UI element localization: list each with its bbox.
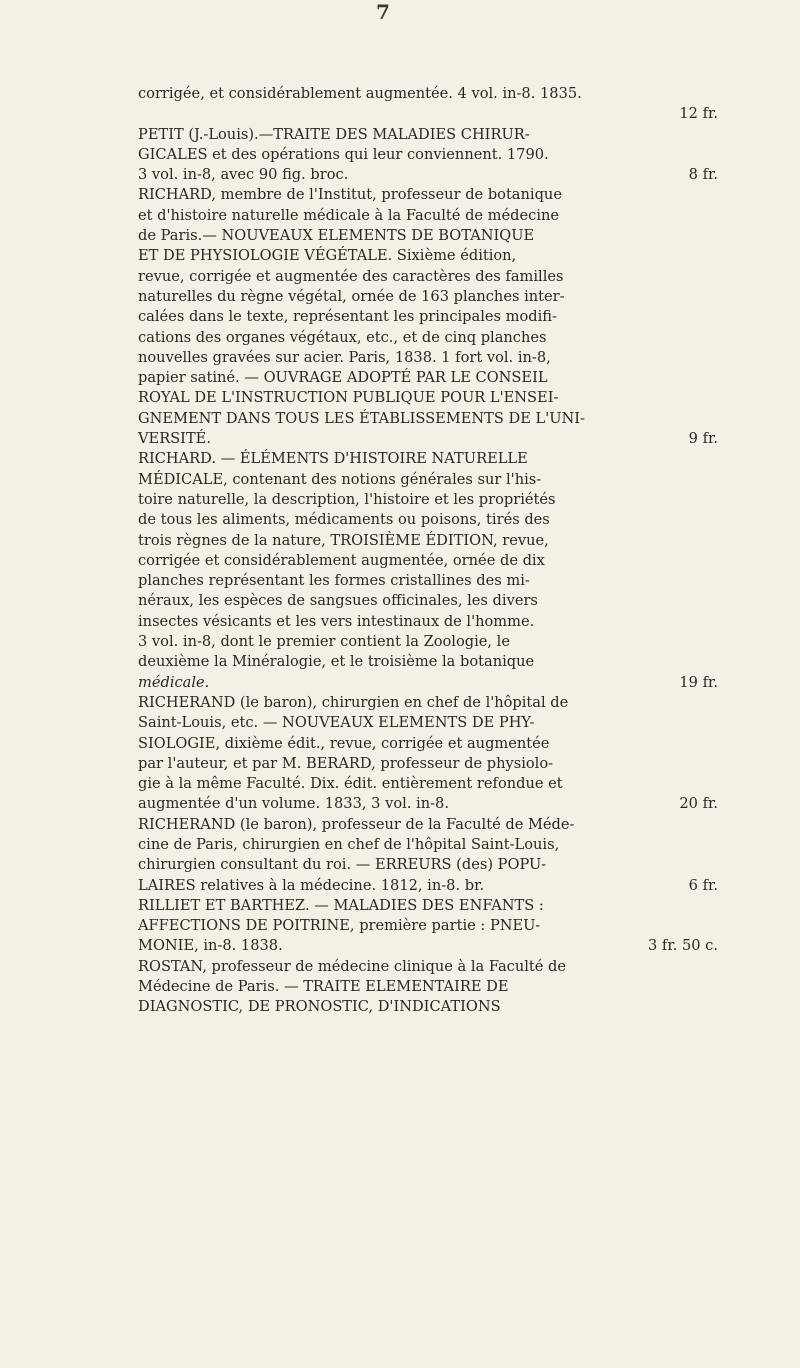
entry-price: 6 fr. <box>688 876 718 894</box>
entry-line: LAIRES relatives à la médecine. 1812, in-8. br. <box>138 876 485 894</box>
entry-price: 9 fr. <box>688 430 718 448</box>
catalogue-entry-continuation <box>138 84 718 125</box>
entry-line: cations des organes végétaux, etc., et de cinq planches <box>138 328 547 346</box>
entry-line: médicale. <box>138 673 210 691</box>
catalogue-entry-rilliet-barthez <box>138 896 718 957</box>
entry-line: RICHERAND (le baron), professeur de la Faculté de Méde- <box>138 815 575 833</box>
entry-line: Saint-Louis, etc. — NOUVEAUX ELEMENTS DE PHY- <box>138 714 535 732</box>
catalogue-entry-richerand-erreurs <box>138 815 718 896</box>
entry-price: 8 fr. <box>688 166 718 184</box>
entry-line: et d'histoire naturelle médicale à la Faculté de médecine <box>138 206 560 224</box>
entry-line: RILLIET ET BARTHEZ. — MALADIES DES ENFANTS : <box>138 896 544 914</box>
entry-line: Médecine de Paris. — TRAITE ELEMENTAIRE DE <box>138 978 509 996</box>
entry-line: insectes vésicants et les vers intestinaux de l'homme. <box>138 612 535 630</box>
catalogue-entry-richard-botanique <box>138 185 718 449</box>
entry-line: corrigée, et considérablement augmentée. 4 vol. in-8. 1835. <box>138 85 582 102</box>
entry-line: par l'auteur, et par M. BERARD, professeur de physiolo- <box>138 754 554 772</box>
entry-price: 20 fr. <box>679 795 718 813</box>
catalogue-entry-richard-histoire <box>138 449 718 693</box>
entry-line: chirurgien consultant du roi. — ERREURS (des) POPU- <box>138 856 546 874</box>
entry-line: RICHARD, membre de l'Institut, professeur de botanique <box>138 186 562 204</box>
entry-line: corrigée et considérablement augmentée, ornée de dix <box>138 551 545 569</box>
entry-line: DIAGNOSTIC, DE PRONOSTIC, D'INDICATIONS <box>138 998 501 1016</box>
catalogue-entry-rostan <box>138 957 718 1018</box>
entry-line: gie à la même Faculté. Dix. édit. entièrement refondue et <box>138 775 563 793</box>
entry-price: 3 fr. 50 c. <box>648 937 718 955</box>
entry-line: 3 vol. in-8, dont le premier contient la Zoologie, le <box>138 633 510 651</box>
entry-line: ROYAL DE L'INSTRUCTION PUBLIQUE POUR L'ENSEI- <box>138 389 559 407</box>
entry-line: GICALES et des opérations qui leur conviennent. 1790. <box>138 145 549 163</box>
entry-line: AFFECTIONS DE POITRINE, première partie : PNEU- <box>138 917 541 935</box>
entry-line: MÉDICALE, contenant des notions générales sur l'his- <box>138 470 542 488</box>
catalogue-entry-richerand-physiologie <box>138 693 718 815</box>
entry-line: revue, corrigée et augmentée des caractères des familles <box>138 267 564 285</box>
entry-line: RICHERAND (le baron), chirurgien en chef de l'hôpital de <box>138 693 569 711</box>
entry-line: calées dans le texte, représentant les principales modifi- <box>138 308 557 326</box>
entry-line: naturelles du règne végétal, ornée de 163 planches inter- <box>138 287 565 305</box>
entry-line: toire naturelle, la description, l'histoire et les propriétés <box>138 490 556 508</box>
entry-line: trois règnes de la nature, TROISIÈME ÉDITION, revue, <box>138 531 549 549</box>
entry-line: cine de Paris, chirurgien en chef de l'hôpital Saint-Louis, <box>138 835 560 853</box>
entry-line: de tous les aliments, médicaments ou poisons, tirés des <box>138 511 550 529</box>
entry-line: MONIE, in-8. 1838. <box>138 937 283 955</box>
entry-line: SIOLOGIE, dixième édit., revue, corrigée et augmentée <box>138 734 550 752</box>
entry-line: de Paris.— NOUVEAUX ELEMENTS DE BOTANIQUE <box>138 227 535 245</box>
entry-line: planches représentant les formes cristallines des mi- <box>138 572 530 590</box>
entry-line: PETIT (J.-Louis).—TRAITE DES MALADIES CHIRUR- <box>138 125 530 143</box>
catalogue-entry-petit <box>138 125 718 186</box>
entry-line: RICHARD. — ÉLÉMENTS D'HISTOIRE NATURELLE <box>138 450 528 468</box>
entry-line: nouvelles gravées sur acier. Paris, 1838. 1 fort vol. in-8, <box>138 348 551 366</box>
entry-line: deuxième la Minéralogie, et le troisième la botanique <box>138 653 535 671</box>
page-number: 7 <box>376 0 390 24</box>
entry-line: augmentée d'un volume. 1833, 3 vol. in-8. <box>138 795 449 813</box>
entry-line: néraux, les espèces de sangsues officinales, les divers <box>138 592 538 610</box>
entry-price: 19 fr. <box>679 673 718 691</box>
entry-line: papier satiné. — OUVRAGE ADOPTÉ PAR LE CONSEIL <box>138 369 548 387</box>
catalogue-listing <box>138 84 718 1018</box>
entry-line: VERSITÉ. <box>138 430 211 448</box>
entry-line: GNEMENT DANS TOUS LES ÉTABLISSEMENTS DE L'UNI- <box>138 409 585 427</box>
entry-line: 3 vol. in-8, avec 90 fig. broc. <box>138 166 349 184</box>
entry-price: 12 fr. <box>679 105 718 123</box>
entry-line: ROSTAN, professeur de médecine clinique à la Faculté de <box>138 957 567 975</box>
entry-line: ET DE PHYSIOLOGIE VÉGÉTALE. Sixième édition, <box>138 247 517 265</box>
